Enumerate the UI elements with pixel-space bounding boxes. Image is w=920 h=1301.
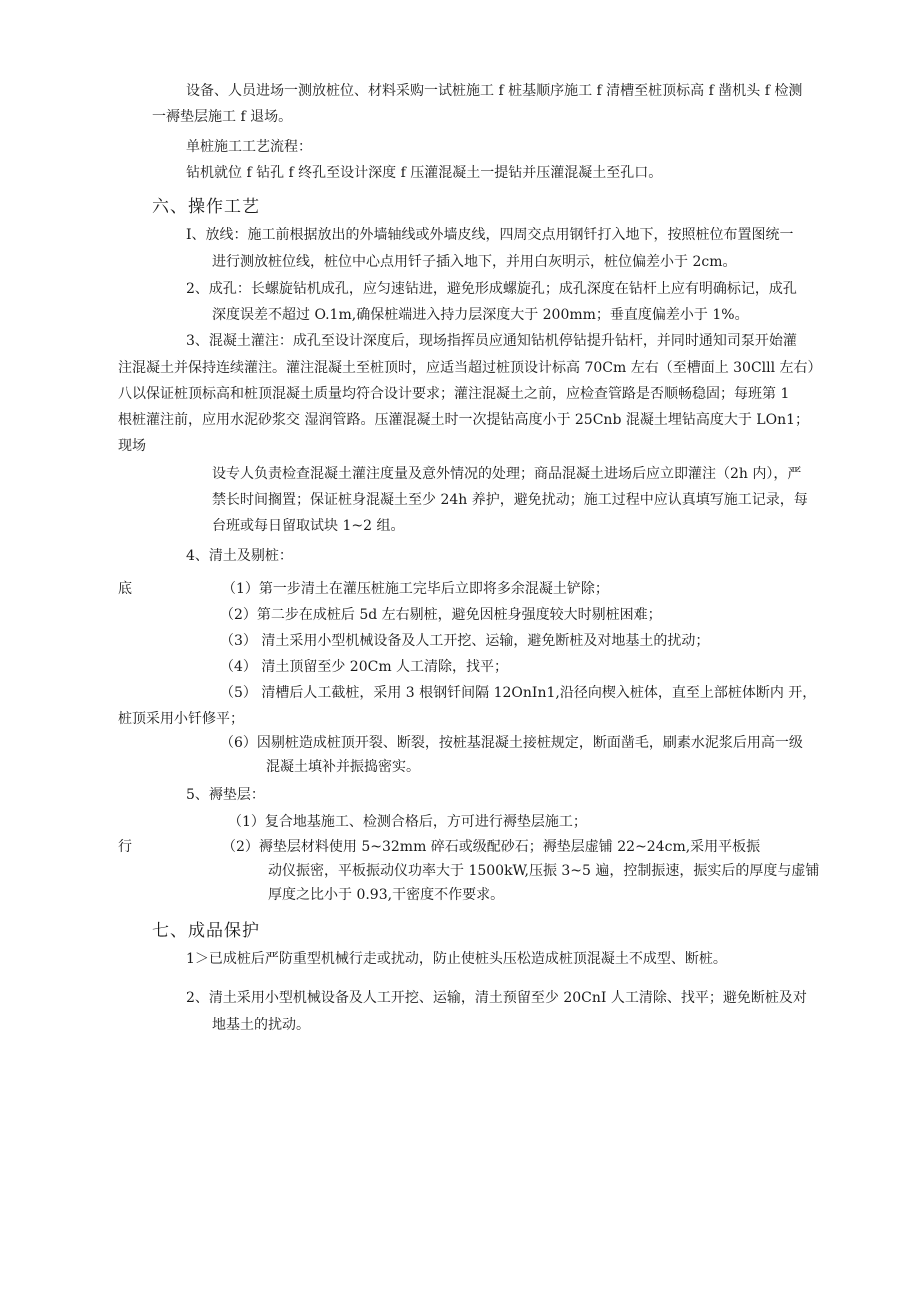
item-3-line-6: 设专人负责检查混凝土灌注度量及意外情况的处理；商品混凝土进场后应立即灌注（2h 内），严 [212, 466, 802, 482]
item-4-step-4: （4） 清土顶留至少 20Cm 人工清除，找平； [220, 659, 509, 675]
item-4-step-5-line-1: （5） 清槽后人工截桩，采用 3 根钢钎间隔 12OnIn1,沿径向楔入桩体，直至上部桩体断内 开， [220, 685, 817, 701]
item-3-line-1: 3、混凝土灌注：成孔至设计深度后，现场指挥员应通知钻机停钻提升钻杆，并同时通知司泵开始灌 [186, 333, 797, 349]
item-4-step-1: （1）第一步清土在灌压桩施工完毕后立即将多余混凝土铲除； [222, 581, 609, 597]
item-3-line-5: 现场 [118, 438, 146, 454]
item-5-step-2-line-1: （2）褥垫层材料使用 5~32mm 碎石或级配砂石；褥垫层虚铺 22~24cm,采用平板振 [222, 839, 761, 855]
item-4-title: 4、清土及剔桩： [186, 548, 293, 564]
section-7-item-2-line-1: 2、清土采用小型机械设备及人工开挖、运输，清土预留至少 20CnI 人工清除、找平；避免断桩及对 [186, 990, 807, 1006]
item-3-line-2: 注混凝土并保持连续灌注。灌注混凝土至桩顶时，应适当超过桩顶设计标高 70Cm 左右（至槽面上 30Clll 左右） [118, 360, 822, 376]
item-4-side-char: 底 [118, 581, 132, 597]
item-5-step-2-line-2: 动仪振密，平板振动仪功率大于 1500kW,压振 3~5 遍，控制振速，振实后的厚度与虚铺 [268, 863, 820, 879]
item-4-step-6-line-1: （6）因剔桩造成桩顶开裂、断裂，按桩基混凝土接桩规定，断面凿毛，刷素水泥浆后用高一级 [220, 735, 803, 751]
section-7-heading: 七、成品保护 [152, 921, 260, 941]
section-7-item-2-line-2: 地基土的扰动。 [212, 1017, 310, 1033]
item-5-side-char: 行 [118, 839, 132, 855]
item-3-line-7: 禁长时间搁置；保证桩身混凝土至少 24h 养护，避免扰动；施工过程中应认真填写施工记录，每 [212, 492, 808, 508]
item-1-line-2: 进行测放桩位线，桩位中心点用钎子插入地下，并用白灰明示，桩位偏差小于 2cm。 [212, 254, 737, 270]
item-4-step-5-line-2: 桩顶采用小钎修平； [118, 711, 244, 727]
single-pile-flow-title: 单桩施工工艺流程： [186, 139, 312, 155]
item-2-line-2: 深度误差不超过 O.1m,确保桩端进入持力层深度大于 200mm；垂直度偏差小于 1%。 [212, 307, 749, 323]
item-4-step-6-line-2: 混凝土填补并振捣密实。 [266, 759, 420, 775]
item-1-line-1: I、放线：施工前根据放出的外墙轴线或外墙皮线，四周交点用钢钎打入地下，按照桩位布置图统一 [186, 227, 794, 243]
item-2-line-1: 2、成孔：长螺旋钻机成孔，应匀速钻进，避免形成螺旋孔；成孔深度在钻杆上应有明确标记，成孔 [186, 281, 797, 297]
section-6-heading: 六、操作工艺 [152, 197, 260, 217]
flow-line-2: 一褥垫层施工 f 退场。 [152, 109, 293, 125]
single-pile-flow: 钻机就位 f 钻孔 f 终孔至设计深度 f 压灌混凝土一提钻并压灌混凝土至孔口。 [186, 165, 663, 181]
item-5-title: 5、褥垫层： [186, 787, 265, 803]
item-5-step-2-line-3: 厚度之比小于 0.93,干密度不作要求。 [268, 887, 505, 903]
item-3-line-8: 台班或每日留取试块 1~2 组。 [212, 518, 405, 534]
item-5-step-1: （1）复合地基施工、检测合格后，方可进行褥垫层施工； [228, 814, 587, 830]
item-3-line-3: 八以保证桩顶标高和桩顶混凝土质量均符合设计要求；灌注混凝土之前，应检查管路是否顺畅稳固；每班第 1 [118, 386, 790, 402]
flow-line-1: 设备、人员进场一测放桩位、材料采购一试桩施工 f 桩基顺序施工 f 清槽至桩顶标高 f 凿机头 f 检测 [186, 83, 803, 99]
item-4-step-3: （3） 清土采用小型机械设备及人工开挖、运输，避免断桩及对地基土的扰动； [220, 633, 710, 649]
item-3-line-4: 根桩灌注前，应用水泥砂浆交 湿润管路。压灌混凝土时一次提钻高度小于 25Cnb 混凝土埋钻高度大于 LOn1； [118, 412, 810, 428]
section-7-item-1: 1＞已成桩后严防重型机械行走或扰动，防止使桩头压松造成桩顶混凝土不成型、断桩。 [186, 951, 727, 967]
item-4-step-2: （2）第二步在成桩后 5d 左右剔桩，避免因桩身强度较大时剔桩困难； [220, 607, 662, 623]
